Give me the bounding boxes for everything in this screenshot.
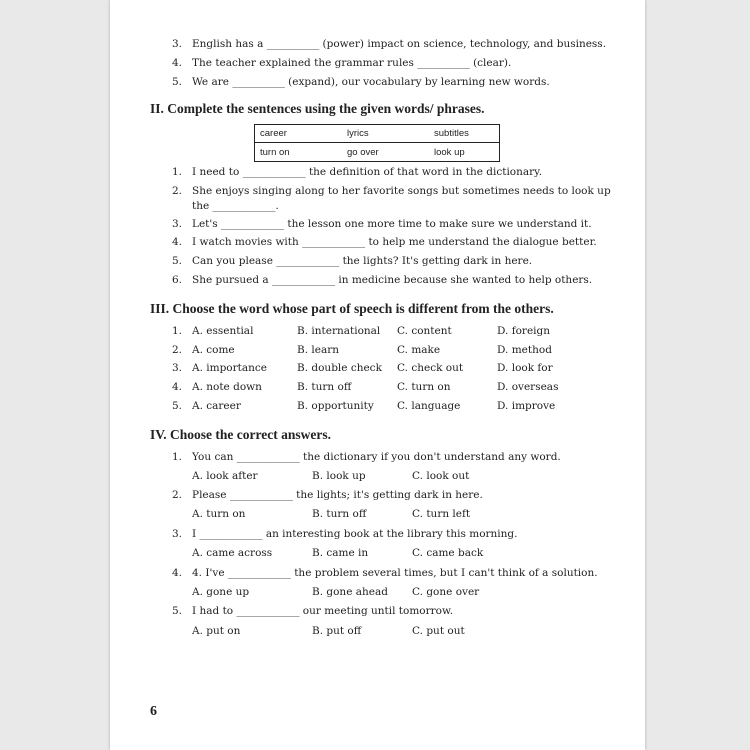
item-number: 1. [172, 166, 183, 178]
option-b: B. turn off [312, 508, 367, 520]
sentence: The teacher explained the grammar rules __________ (clear). [192, 57, 512, 69]
item-number: 3. [172, 362, 183, 374]
option-b: B. international [297, 325, 381, 337]
word-box-divider [255, 142, 499, 143]
option-a: A. note down [192, 381, 262, 393]
sentence: She enjoys singing along to her favorite songs but sometimes needs to look up [192, 185, 611, 197]
option-c: C. came back [412, 547, 484, 559]
question: You can ____________ the dictionary if you don't understand any word. [192, 451, 561, 463]
word-box-item: lyrics [347, 128, 369, 139]
option-b: B. gone ahead [312, 586, 388, 598]
option-a: A. importance [192, 362, 267, 374]
option-c: C. gone over [412, 586, 480, 598]
option-a: A. come [192, 344, 235, 356]
option-d: D. improve [497, 400, 556, 412]
option-a: A. came across [192, 547, 273, 559]
item-number: 5. [172, 76, 183, 88]
word-box-item: look up [434, 147, 465, 158]
item-number: 5. [172, 400, 183, 412]
sentence: I watch movies with ____________ to help me understand the dialogue better. [192, 236, 597, 248]
word-box-item: go over [347, 147, 379, 158]
option-c: C. content [397, 325, 452, 337]
sentence: Let's ____________ the lesson one more time to make sure we understand it. [192, 218, 592, 230]
word-box-item: career [260, 128, 287, 139]
option-a: A. career [192, 400, 241, 412]
option-c: C. turn on [397, 381, 451, 393]
option-d: D. look for [497, 362, 553, 374]
item-number: 2. [172, 185, 183, 197]
item-number: 3. [172, 528, 183, 540]
option-b: B. put off [312, 625, 362, 637]
question: 4. I've ____________ the problem several times, but I can't think of a solution. [192, 567, 598, 579]
option-a: A. turn on [192, 508, 246, 520]
option-b: B. came in [312, 547, 369, 559]
option-d: D. overseas [497, 381, 559, 393]
option-c: C. language [397, 400, 461, 412]
word-box-item: turn on [260, 147, 290, 158]
sentence: I need to ____________ the definition of that word in the dictionary. [192, 166, 543, 178]
word-box [254, 124, 500, 162]
option-d: D. foreign [497, 325, 551, 337]
option-b: B. turn off [297, 381, 352, 393]
item-number: 3. [172, 38, 183, 50]
sentence: Can you please ____________ the lights? It's getting dark in here. [192, 255, 533, 267]
item-number: 4. [172, 57, 183, 69]
option-c: C. turn left [412, 508, 471, 520]
option-a: A. gone up [192, 586, 250, 598]
question: I had to ____________ our meeting until tomorrow. [192, 605, 454, 617]
option-a: A. look after [192, 470, 258, 482]
question: Please ____________ the lights; it's getting dark in here. [192, 489, 483, 501]
sentence-continued: the ____________. [192, 200, 279, 212]
option-b: B. opportunity [297, 400, 374, 412]
item-number: 1. [172, 325, 183, 337]
sentence: We are __________ (expand), our vocabulary by learning new words. [192, 76, 550, 88]
section2-heading: II. Complete the sentences using the given words/ phrases. [150, 101, 485, 116]
item-number: 4. [172, 567, 183, 579]
option-c: C. make [397, 344, 441, 356]
word-box-item: subtitles [434, 128, 469, 139]
option-d: D. method [497, 344, 552, 356]
item-number: 2. [172, 489, 183, 501]
item-number: 3. [172, 218, 183, 230]
sentence: She pursued a ____________ in medicine because she wanted to help others. [192, 274, 593, 286]
item-number: 5. [172, 255, 183, 267]
option-b: B. learn [297, 344, 340, 356]
option-a: A. essential [192, 325, 254, 337]
option-c: C. put out [412, 625, 465, 637]
item-number: 5. [172, 605, 183, 617]
option-b: B. double check [297, 362, 382, 374]
option-c: C. look out [412, 470, 470, 482]
item-number: 6. [172, 274, 183, 286]
option-b: B. look up [312, 470, 366, 482]
item-number: 4. [172, 236, 183, 248]
option-a: A. put on [192, 625, 241, 637]
page-number: 6 [150, 704, 157, 719]
sentence: English has a __________ (power) impact on science, technology, and business. [192, 38, 607, 50]
question: I ____________ an interesting book at the library this morning. [192, 528, 518, 540]
option-c: C. check out [397, 362, 464, 374]
item-number: 4. [172, 381, 183, 393]
item-number: 2. [172, 344, 183, 356]
section3-heading: III. Choose the word whose part of speech is different from the others. [150, 301, 554, 316]
item-number: 1. [172, 451, 183, 463]
section4-heading: IV. Choose the correct answers. [150, 427, 331, 442]
